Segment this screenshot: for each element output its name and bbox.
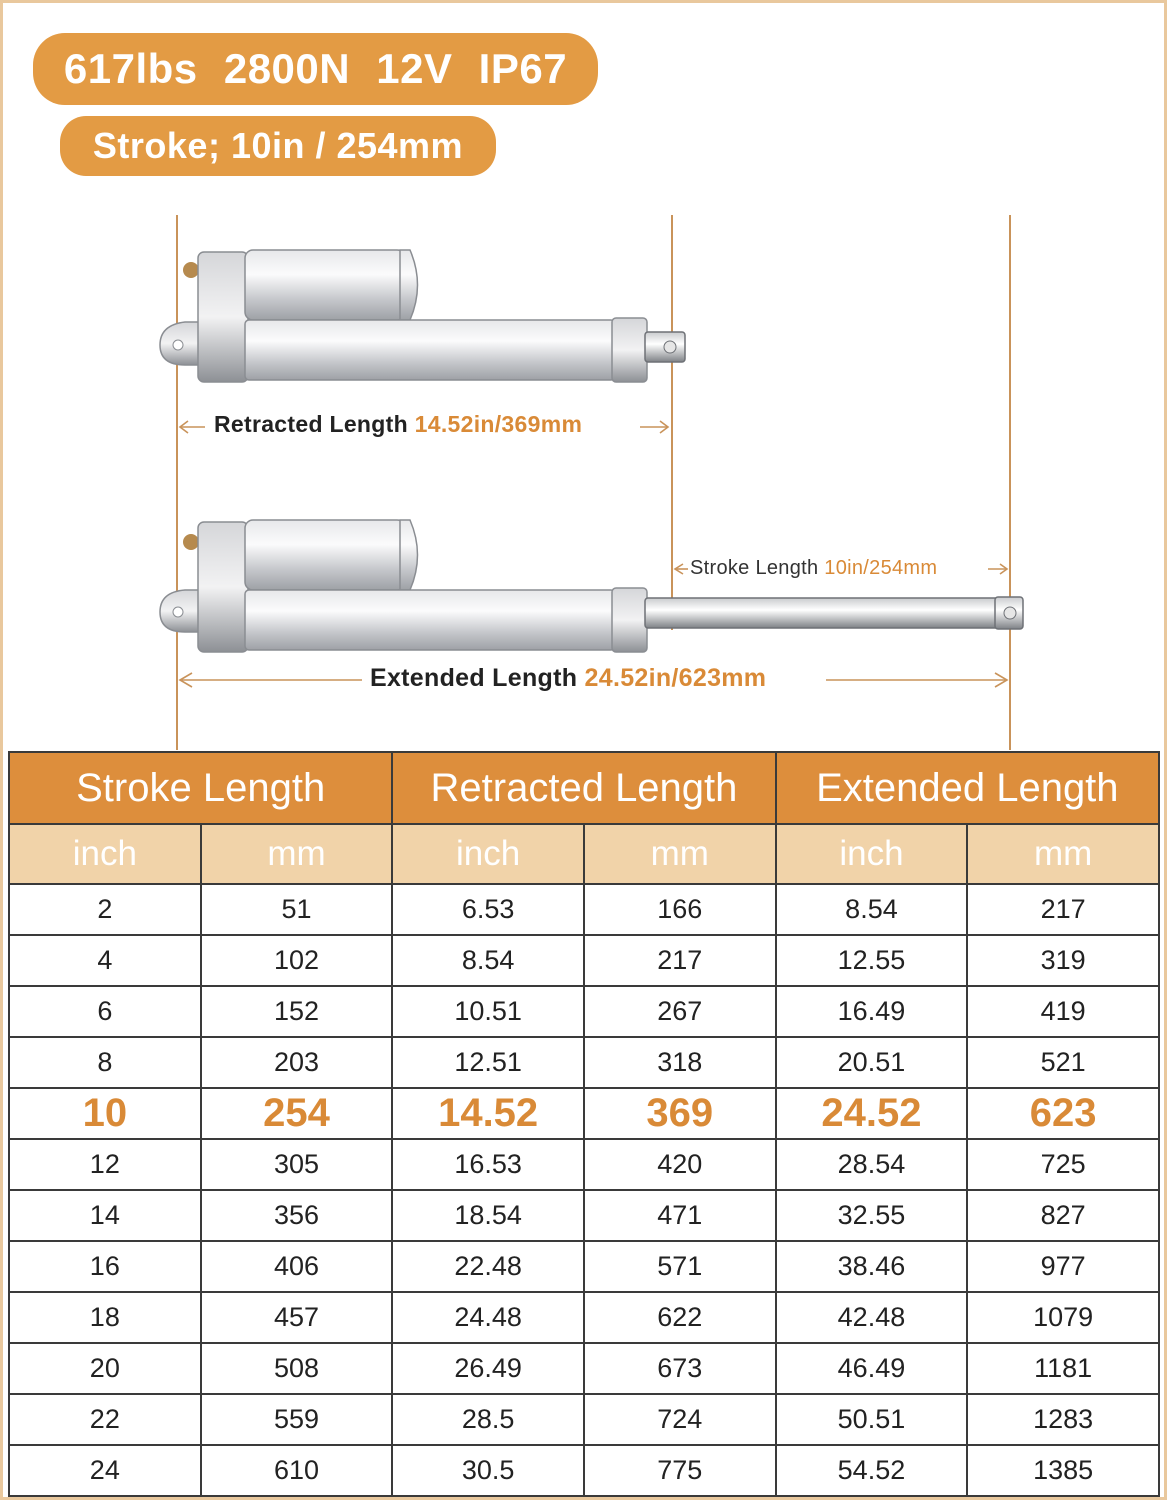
extended-actuator xyxy=(160,520,1023,652)
table-cell: 166 xyxy=(584,884,776,935)
table-row xyxy=(9,1139,1159,1190)
table-cell: 42.48 xyxy=(776,1292,968,1343)
table-cell: 16.53 xyxy=(392,1139,584,1190)
stroke-label-text: Stroke Length xyxy=(690,557,819,579)
table-cell: 559 xyxy=(201,1394,393,1445)
table-cell: 24 xyxy=(9,1445,201,1496)
table-cell: 38.46 xyxy=(776,1241,968,1292)
table-cell: 610 xyxy=(201,1445,393,1496)
table-cell: 827 xyxy=(967,1190,1159,1241)
table-cell: 571 xyxy=(584,1241,776,1292)
table-cell: 420 xyxy=(584,1139,776,1190)
stroke-badge: Stroke; 10in / 254mm xyxy=(60,116,496,176)
specs-badge: 617lbs 2800N 12V IP67 xyxy=(33,33,598,105)
table-cell: 254 xyxy=(201,1088,393,1139)
table-cell: 622 xyxy=(584,1292,776,1343)
table-row xyxy=(9,935,1159,986)
header-retracted-length: Retracted Length xyxy=(392,752,775,824)
table-cell: 521 xyxy=(967,1037,1159,1088)
extended-length-label xyxy=(364,664,772,693)
table-row xyxy=(9,1445,1159,1496)
table-cell: 18.54 xyxy=(392,1190,584,1241)
table-cell: 28.5 xyxy=(392,1394,584,1445)
table-cell: 369 xyxy=(584,1088,776,1139)
table-row xyxy=(9,1190,1159,1241)
extended-label-text: Extended Length xyxy=(370,664,578,692)
unit-header: inch xyxy=(776,824,968,884)
retracted-value-text: 14.52in/369mm xyxy=(414,411,583,437)
table-cell: 14 xyxy=(9,1190,201,1241)
table-cell: 22 xyxy=(9,1394,201,1445)
table-cell: 20 xyxy=(9,1343,201,1394)
table-cell: 1079 xyxy=(967,1292,1159,1343)
table-cell: 508 xyxy=(201,1343,393,1394)
table-cell: 32.55 xyxy=(776,1190,968,1241)
table-cell: 28.54 xyxy=(776,1139,968,1190)
table-cell: 54.52 xyxy=(776,1445,968,1496)
retracted-label-text: Retracted Length xyxy=(214,411,408,437)
table-cell: 20.51 xyxy=(776,1037,968,1088)
unit-header: inch xyxy=(392,824,584,884)
table-cell: 8.54 xyxy=(392,935,584,986)
unit-header: mm xyxy=(584,824,776,884)
table-cell: 356 xyxy=(201,1190,393,1241)
table-cell: 419 xyxy=(967,986,1159,1037)
table-cell: 12.51 xyxy=(392,1037,584,1088)
table-cell: 1385 xyxy=(967,1445,1159,1496)
header-extended-length: Extended Length xyxy=(776,752,1159,824)
table-cell: 8.54 xyxy=(776,884,968,935)
table-cell: 18 xyxy=(9,1292,201,1343)
table-cell: 4 xyxy=(9,935,201,986)
spec-table xyxy=(8,751,1160,1497)
table-cell: 102 xyxy=(201,935,393,986)
table-cell: 217 xyxy=(967,884,1159,935)
table-cell: 10.51 xyxy=(392,986,584,1037)
table-cell: 471 xyxy=(584,1190,776,1241)
table-cell: 6.53 xyxy=(392,884,584,935)
unit-header: inch xyxy=(9,824,201,884)
table-row xyxy=(9,986,1159,1037)
stroke-value-text: 10in/254mm xyxy=(824,557,938,579)
stroke-length-label xyxy=(688,557,939,580)
table-row xyxy=(9,1292,1159,1343)
table-cell: 457 xyxy=(201,1292,393,1343)
table-cell: 305 xyxy=(201,1139,393,1190)
table-cell: 977 xyxy=(967,1241,1159,1292)
table-cell: 623 xyxy=(967,1088,1159,1139)
table-cell: 51 xyxy=(201,884,393,935)
retracted-length-label xyxy=(208,411,588,438)
table-cell: 1181 xyxy=(967,1343,1159,1394)
table-cell: 319 xyxy=(967,935,1159,986)
table-cell: 775 xyxy=(584,1445,776,1496)
table-cell: 24.52 xyxy=(776,1088,968,1139)
table-cell: 267 xyxy=(584,986,776,1037)
table-cell: 12.55 xyxy=(776,935,968,986)
table-cell: 673 xyxy=(584,1343,776,1394)
table-row xyxy=(9,1394,1159,1445)
table-cell: 152 xyxy=(201,986,393,1037)
table-row xyxy=(9,1037,1159,1088)
extended-value-text: 24.52in/623mm xyxy=(584,664,767,692)
table-row xyxy=(9,1241,1159,1292)
table-cell: 724 xyxy=(584,1394,776,1445)
table-cell: 10 xyxy=(9,1088,201,1139)
table-cell: 12 xyxy=(9,1139,201,1190)
table-cell: 14.52 xyxy=(392,1088,584,1139)
table-cell: 24.48 xyxy=(392,1292,584,1343)
header-stroke-length: Stroke Length xyxy=(9,752,392,824)
table-cell: 22.48 xyxy=(392,1241,584,1292)
table-cell: 50.51 xyxy=(776,1394,968,1445)
table-cell: 725 xyxy=(967,1139,1159,1190)
table-cell: 217 xyxy=(584,935,776,986)
table-cell: 16 xyxy=(9,1241,201,1292)
table-cell: 6 xyxy=(9,986,201,1037)
table-cell: 26.49 xyxy=(392,1343,584,1394)
table-row xyxy=(9,1088,1159,1139)
table-row xyxy=(9,884,1159,935)
table-cell: 46.49 xyxy=(776,1343,968,1394)
table-cell: 30.5 xyxy=(392,1445,584,1496)
unit-header: mm xyxy=(201,824,393,884)
table-cell: 2 xyxy=(9,884,201,935)
table-cell: 406 xyxy=(201,1241,393,1292)
table-cell: 1283 xyxy=(967,1394,1159,1445)
table-row xyxy=(9,1343,1159,1394)
table-cell: 16.49 xyxy=(776,986,968,1037)
table-cell: 203 xyxy=(201,1037,393,1088)
table-cell: 8 xyxy=(9,1037,201,1088)
unit-header: mm xyxy=(967,824,1159,884)
table-cell: 318 xyxy=(584,1037,776,1088)
spec-table-body xyxy=(9,884,1159,1496)
retracted-actuator xyxy=(160,250,685,382)
